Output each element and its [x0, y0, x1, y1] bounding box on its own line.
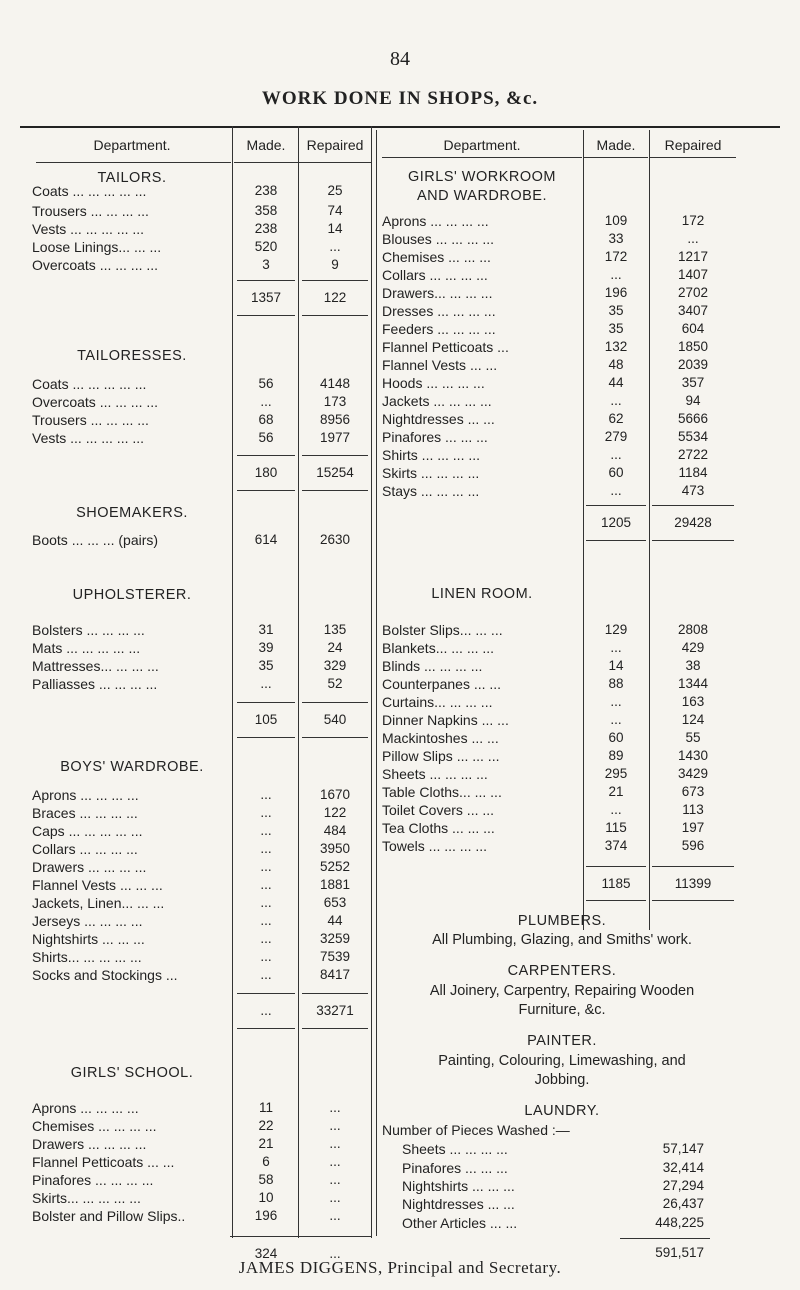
- tailors-end-rule: [237, 315, 295, 316]
- upholsterer-row-label: Palliasses ... ... ... ...: [32, 676, 158, 692]
- linen_room-row-label: Towels ... ... ... ...: [382, 838, 488, 854]
- left-made-rule: [232, 126, 233, 1238]
- boys-row-repaired: 7539: [319, 949, 351, 964]
- boys-row-repaired: 8417: [319, 967, 351, 982]
- girls_workroom-row-repaired: 5666: [677, 411, 709, 426]
- linen_room-end-rule: [586, 900, 646, 901]
- laundry-title: LAUNDRY.: [524, 1103, 600, 1119]
- linen_room-row-repaired: 2808: [677, 622, 709, 637]
- tailoresses-row-made: 56: [258, 376, 274, 391]
- girls_workroom-row-label: Drawers... ... ... ...: [382, 285, 493, 301]
- upholsterer-total-rule: [237, 702, 295, 703]
- boys-row-made: ...: [260, 949, 272, 964]
- linen_room-row-made: 129: [604, 622, 628, 637]
- tailoresses-row-repaired: 1977: [319, 430, 351, 445]
- linen_room-row-label: Toilet Covers ... ...: [382, 802, 495, 818]
- header-rule: [584, 157, 648, 158]
- girls_workroom-row-label: Dresses ... ... ... ...: [382, 303, 496, 319]
- girls_workroom-total-rule: [586, 505, 646, 506]
- tailoresses-title: TAILORESSES.: [77, 348, 187, 364]
- page-number: 84: [390, 48, 410, 70]
- upholsterer-row-repaired: 329: [323, 658, 347, 673]
- laundry-total: 591,517: [655, 1245, 704, 1260]
- boys-total-made: ...: [260, 1003, 272, 1018]
- shoemakers-row-made: 614: [254, 532, 278, 547]
- tailors-row-made: 520: [254, 239, 278, 254]
- girls_workroom-row-repaired: 604: [681, 321, 705, 336]
- girls_school-total-repaired: ...: [329, 1246, 341, 1261]
- boys-row-label: Jackets, Linen... ... ...: [32, 895, 165, 911]
- carpenters-text-2: Furniture, &c.: [518, 1002, 606, 1018]
- tailors-row-repaired: 14: [327, 221, 343, 236]
- girls_school-row-label: Chemises ... ... ... ...: [32, 1118, 157, 1134]
- boys-row-repaired: 3259: [319, 931, 351, 946]
- tailoresses-row-repaired: 173: [323, 394, 347, 409]
- tailoresses-row-label: Overcoats ... ... ... ...: [32, 394, 159, 410]
- upholsterer-row-repaired: 52: [327, 676, 343, 691]
- girls_workroom-total-repaired: 29428: [674, 515, 712, 530]
- tailors-total-made: 1357: [250, 290, 282, 305]
- plumbers-text: All Plumbing, Glazing, and Smiths' work.: [432, 932, 692, 948]
- boys-row-made: ...: [260, 787, 272, 802]
- boys-row-label: Braces ... ... ... ...: [32, 805, 138, 821]
- girls_workroom-row-label: Feeders ... ... ... ...: [382, 321, 496, 337]
- girls_school-row-repaired: ...: [329, 1154, 341, 1169]
- linen_room-row-repaired: 429: [681, 640, 705, 655]
- girls_workroom-row-repaired: 172: [681, 213, 705, 228]
- girls_workroom-row-made: 62: [608, 411, 624, 426]
- girls_school-row-label: Skirts... ... ... ... ...: [32, 1190, 141, 1206]
- footer-signature: JAMES DIGGENS, Principal and Secretary.: [238, 1258, 562, 1277]
- girls_workroom-row-repaired: 1407: [677, 267, 709, 282]
- bottom-rule: [230, 1236, 372, 1237]
- tailoresses-row-label: Trousers ... ... ... ...: [32, 412, 149, 428]
- right-department-header: Department.: [443, 137, 521, 153]
- boys-row-label: Flannel Vests ... ... ...: [32, 877, 163, 893]
- tailoresses-total-rule: [237, 455, 295, 456]
- girls_workroom-row-label: Pinafores ... ... ...: [382, 429, 488, 445]
- upholsterer-row-label: Mattresses... ... ... ...: [32, 658, 159, 674]
- header-rule: [650, 157, 736, 158]
- boys-row-label: Jerseys ... ... ... ...: [32, 913, 143, 929]
- laundry-row-value: 448,225: [655, 1215, 704, 1230]
- girls_workroom-total-made: 1205: [600, 515, 632, 530]
- laundry-row-label: Other Articles ... ...: [402, 1215, 518, 1231]
- tailors-title: TAILORS.: [97, 170, 167, 186]
- linen_room-row-made: 14: [608, 658, 624, 673]
- girls_school-row-label: Bolster and Pillow Slips..: [32, 1208, 186, 1224]
- girls_workroom-row-label: Shirts ... ... ... ...: [382, 447, 481, 463]
- linen_room-row-label: Mackintoshes ... ...: [382, 730, 499, 746]
- laundry-total-rule: [620, 1238, 710, 1239]
- girls_workroom-row-label: Stays ... ... ... ...: [382, 483, 480, 499]
- linen_room-total-made: 1185: [601, 876, 631, 891]
- upholsterer-row-repaired: 135: [323, 622, 347, 637]
- boys-row-repaired: 1670: [319, 787, 351, 802]
- girls_school-row-label: Aprons ... ... ... ...: [32, 1100, 139, 1116]
- linen_room-row-label: Counterpanes ... ...: [382, 676, 502, 692]
- boys-end-rule: [302, 1028, 368, 1029]
- boys-row-label: Collars ... ... ... ...: [32, 841, 138, 857]
- girls_workroom-end-rule: [586, 540, 646, 541]
- linen_room-row-repaired: 1430: [677, 748, 709, 763]
- laundry-intro: Number of Pieces Washed :—: [382, 1122, 570, 1138]
- left-department-header: Department.: [93, 137, 171, 153]
- tailors-row-label: Trousers ... ... ... ...: [32, 203, 149, 219]
- linen_room-row-made: ...: [610, 640, 622, 655]
- linen_room-total-rule: [652, 866, 734, 867]
- tailoresses-end-rule: [302, 490, 368, 491]
- painter-text-2: Jobbing.: [534, 1072, 590, 1088]
- girls_workroom-row-label: Flannel Vests ... ...: [382, 357, 498, 373]
- linen_room-total-repaired: 11399: [674, 876, 712, 891]
- girls_workroom-row-label: Flannel Petticoats ...: [382, 339, 509, 355]
- linen_room-title: LINEN ROOM.: [431, 586, 533, 602]
- laundry-row-value: 26,437: [662, 1196, 704, 1211]
- boys-row-repaired: 484: [323, 823, 347, 838]
- upholsterer-row-made: 39: [258, 640, 274, 655]
- girls_workroom-row-made: 33: [608, 231, 624, 246]
- boys-total-repaired: 33271: [316, 1003, 354, 1018]
- tailors-total-repaired: 122: [323, 290, 347, 305]
- girls_school-title: GIRLS' SCHOOL.: [70, 1065, 194, 1081]
- girls_workroom-total-rule: [652, 505, 734, 506]
- upholsterer-row-made: 35: [258, 658, 274, 673]
- boys-row-repaired: 3950: [319, 841, 351, 856]
- girls_workroom-row-repaired: 3407: [677, 303, 709, 318]
- tailors-row-made: 358: [254, 203, 278, 218]
- linen_room-row-made: 21: [608, 784, 624, 799]
- boys-row-repaired: 1881: [319, 877, 351, 892]
- girls_school-row-made: 58: [258, 1172, 274, 1187]
- girls_workroom-row-repaired: 94: [685, 393, 701, 408]
- linen_room-row-made: 88: [608, 676, 624, 691]
- girls_workroom-row-label: Chemises ... ... ...: [382, 249, 491, 265]
- girls_school-row-repaired: ...: [329, 1118, 341, 1133]
- boys-total-rule: [302, 993, 368, 994]
- shoemakers-title: SHOEMAKERS.: [76, 505, 188, 521]
- girls_school-row-label: Flannel Petticoats ... ...: [32, 1154, 175, 1170]
- upholsterer-row-made: 31: [258, 622, 274, 637]
- tailors-row-repaired: 25: [327, 183, 343, 198]
- laundry-row-value: 32,414: [662, 1160, 704, 1175]
- girls_workroom-row-made: 196: [604, 285, 628, 300]
- girls_workroom-row-label: Blouses ... ... ... ...: [382, 231, 495, 247]
- linen_room-row-repaired: 124: [681, 712, 705, 727]
- laundry-row-label: Nightshirts ... ... ...: [402, 1178, 515, 1194]
- header-rule: [382, 157, 582, 158]
- linen_room-row-repaired: 1344: [677, 676, 709, 691]
- girls_workroom-row-repaired: 473: [681, 483, 705, 498]
- girls_school-row-repaired: ...: [329, 1172, 341, 1187]
- girls_school-row-made: 21: [258, 1136, 274, 1151]
- page-title: WORK DONE IN SHOPS, &c.: [261, 88, 539, 109]
- linen_room-row-label: Blinds ... ... ... ...: [382, 658, 483, 674]
- upholsterer-end-rule: [237, 737, 295, 738]
- girls_workroom-row-label: Collars ... ... ... ...: [382, 267, 488, 283]
- tailors-row-made: 238: [254, 221, 278, 236]
- girls_workroom-row-made: ...: [610, 483, 622, 498]
- tailoresses-row-repaired: 8956: [319, 412, 351, 427]
- carpenters-text-1: All Joinery, Carpentry, Repairing Wooden: [429, 983, 695, 999]
- girls_school-row-made: 196: [254, 1208, 278, 1223]
- shoemakers-row-label: Boots ... ... ... (pairs): [32, 532, 159, 548]
- tailoresses-total-rule: [302, 455, 368, 456]
- boys-row-label: Drawers ... ... ... ...: [32, 859, 147, 875]
- header-rule: [36, 162, 231, 163]
- boys-row-made: ...: [260, 931, 272, 946]
- linen_room-row-repaired: 596: [681, 838, 705, 853]
- girls_workroom-row-repaired: 357: [681, 375, 705, 390]
- girls_school-row-made: 11: [258, 1100, 273, 1115]
- painter-title: PAINTER.: [527, 1033, 597, 1049]
- tailors-total-rule: [302, 280, 368, 281]
- girls_workroom-end-rule: [652, 540, 734, 541]
- laundry-row-label: Sheets ... ... ... ...: [402, 1141, 508, 1157]
- girls_school-total-made: 324: [254, 1246, 278, 1261]
- tailors-row-repaired: ...: [329, 239, 341, 254]
- right-made-header: Made.: [596, 137, 636, 153]
- girls_school-row-repaired: ...: [329, 1100, 341, 1115]
- painter-text-1: Painting, Colouring, Limewashing, and: [438, 1053, 686, 1069]
- girls_school-row-repaired: ...: [329, 1208, 341, 1223]
- girls_workroom-row-made: 172: [604, 249, 628, 264]
- girls_workroom-row-made: ...: [610, 267, 622, 282]
- left-right-divider: [376, 130, 377, 1236]
- girls_school-row-made: 6: [262, 1154, 270, 1169]
- tailoresses-row-label: Vests ... ... ... ... ...: [32, 430, 145, 446]
- tailoresses-row-made: 56: [258, 430, 274, 445]
- girls_workroom-row-repaired: 1217: [677, 249, 709, 264]
- girls_school-row-label: Drawers ... ... ... ...: [32, 1136, 147, 1152]
- girls_school-row-made: 22: [258, 1118, 274, 1133]
- boys-row-repaired: 122: [323, 805, 347, 820]
- tailoresses-end-rule: [237, 490, 295, 491]
- girls_workroom-row-repaired: 2722: [677, 447, 709, 462]
- tailors-end-rule: [302, 315, 368, 316]
- boys-row-label: Nightshirts ... ... ...: [32, 931, 145, 947]
- upholsterer-row-made: ...: [260, 676, 272, 691]
- tailors-row-label: Overcoats ... ... ... ...: [32, 257, 159, 273]
- linen_room-row-made: 374: [604, 838, 628, 853]
- girls_school-row-label: Pinafores ... ... ... ...: [32, 1172, 154, 1188]
- boys-row-repaired: 653: [323, 895, 347, 910]
- header-rule: [234, 162, 298, 163]
- tailors-row-repaired: 74: [327, 203, 343, 218]
- tailors-total-rule: [237, 280, 295, 281]
- plumbers-title: PLUMBERS.: [517, 913, 607, 929]
- boys-row-made: ...: [260, 967, 272, 982]
- linen_room-row-label: Bolster Slips... ... ...: [382, 622, 503, 638]
- left-made-header: Made.: [246, 137, 286, 153]
- tailoresses-row-repaired: 4148: [319, 376, 351, 391]
- tailoresses-total-repaired: 15254: [316, 465, 354, 480]
- linen_room-row-label: Pillow Slips ... ... ...: [382, 748, 500, 764]
- girls_workroom-row-made: 35: [608, 321, 624, 336]
- tailoresses-total-made: 180: [254, 465, 278, 480]
- linen_room-end-rule: [652, 900, 734, 901]
- upholsterer-total-repaired: 540: [323, 712, 347, 727]
- linen_room-row-repaired: 3429: [677, 766, 709, 781]
- girls_workroom-row-repaired: 1850: [677, 339, 709, 354]
- linen_room-row-made: 115: [605, 820, 627, 835]
- linen_room-row-repaired: 55: [685, 730, 701, 745]
- linen_room-row-made: ...: [610, 712, 622, 727]
- left-repaired-rule: [298, 126, 299, 1238]
- upholsterer-total-rule: [302, 702, 368, 703]
- girls_workroom-title: GIRLS' WORKROOM: [407, 169, 557, 185]
- girls_school-row-repaired: ...: [329, 1136, 341, 1151]
- top-rule: [20, 126, 780, 128]
- linen_room-row-label: Dinner Napkins ... ...: [382, 712, 509, 728]
- linen_room-row-label: Curtains... ... ... ...: [382, 694, 493, 710]
- girls_workroom-row-repaired: 2039: [677, 357, 709, 372]
- tailors-row-label: Loose Linings... ... ...: [32, 239, 162, 255]
- girls_workroom-row-repaired: 1184: [678, 465, 708, 480]
- girls_school-row-made: 10: [258, 1190, 274, 1205]
- boys-row-repaired: 44: [327, 913, 343, 928]
- laundry-row-value: 57,147: [662, 1141, 704, 1156]
- tailors-row-made: 238: [254, 183, 278, 198]
- boys-row-made: ...: [260, 805, 272, 820]
- girls_workroom-row-label: Nightdresses ... ...: [382, 411, 495, 427]
- linen_room-row-repaired: 197: [681, 820, 705, 835]
- girls_workroom-row-repaired: ...: [687, 231, 699, 246]
- boys-row-label: Shirts... ... ... ... ...: [32, 949, 142, 965]
- linen_room-row-repaired: 163: [681, 694, 705, 709]
- upholsterer-row-label: Bolsters ... ... ... ...: [32, 622, 145, 638]
- boys-row-made: ...: [260, 823, 272, 838]
- laundry-row-label: Nightdresses ... ...: [402, 1196, 515, 1212]
- tailors-row-label: Vests ... ... ... ... ...: [32, 221, 145, 237]
- boys-row-made: ...: [260, 895, 272, 910]
- girls_workroom-row-made: 48: [608, 357, 624, 372]
- upholsterer-row-repaired: 24: [327, 640, 343, 655]
- girls_workroom-row-made: ...: [610, 447, 622, 462]
- girls_workroom-row-repaired: 2702: [677, 285, 709, 300]
- linen_room-row-made: ...: [610, 802, 622, 817]
- boys-row-made: ...: [260, 913, 272, 928]
- boys-row-made: ...: [260, 859, 272, 874]
- girls_workroom-row-label: Hoods ... ... ... ...: [382, 375, 485, 391]
- girls_workroom-row-made: 279: [604, 429, 628, 444]
- boys-row-made: ...: [260, 877, 272, 892]
- girls_workroom-row-label: Jackets ... ... ... ...: [382, 393, 492, 409]
- upholsterer-total-made: 105: [254, 712, 278, 727]
- linen_room-row-made: ...: [610, 694, 622, 709]
- girls_workroom-row-made: ...: [610, 393, 622, 408]
- linen_room-row-repaired: 113: [682, 802, 704, 817]
- boys-end-rule: [237, 1028, 295, 1029]
- shoemakers-row-repaired: 2630: [319, 532, 351, 547]
- left-repaired-header: Repaired: [306, 137, 364, 153]
- upholsterer-end-rule: [302, 737, 368, 738]
- upholsterer-row-label: Mats ... ... ... ... ...: [32, 640, 141, 656]
- carpenters-title: CARPENTERS.: [507, 963, 617, 979]
- linen_room-row-label: Tea Cloths ... ... ...: [382, 820, 495, 836]
- girls_workroom-row-repaired: 5534: [677, 429, 709, 444]
- boys-row-label: Caps ... ... ... ... ...: [32, 823, 143, 839]
- girls_workroom-row-label: Skirts ... ... ... ...: [382, 465, 480, 481]
- girls_workroom-row-made: 132: [604, 339, 628, 354]
- left-right-divider: [371, 126, 372, 1238]
- boys-row-label: Aprons ... ... ... ...: [32, 787, 139, 803]
- girls_workroom-title-2: AND WARDROBE.: [416, 188, 548, 204]
- linen_room-row-made: 60: [608, 730, 624, 745]
- girls_workroom-row-made: 44: [608, 375, 624, 390]
- girls_workroom-row-made: 109: [604, 213, 628, 228]
- tailoresses-row-made: 68: [258, 412, 274, 427]
- linen_room-row-repaired: 673: [681, 784, 705, 799]
- laundry-row-label: Pinafores ... ... ...: [402, 1160, 508, 1176]
- laundry-row-value: 27,294: [662, 1178, 704, 1193]
- girls_workroom-row-made: 35: [608, 303, 624, 318]
- linen_room-row-repaired: 38: [685, 658, 701, 673]
- upholsterer-title: UPHOLSTERER.: [72, 587, 192, 603]
- linen_room-row-label: Blankets... ... ... ...: [382, 640, 495, 656]
- boys-total-rule: [237, 993, 295, 994]
- girls_workroom-row-made: 60: [608, 465, 624, 480]
- girls_school-row-repaired: ...: [329, 1190, 341, 1205]
- tailoresses-row-label: Coats ... ... ... ... ...: [32, 376, 147, 392]
- tailors-row-made: 3: [262, 257, 270, 272]
- boys-title: BOYS' WARDROBE.: [60, 759, 204, 775]
- tailors-row-label: Coats ... ... ... ... ...: [32, 183, 147, 199]
- right-repaired-header: Repaired: [664, 137, 722, 153]
- boys-row-repaired: 5252: [319, 859, 351, 874]
- linen_room-row-label: Sheets ... ... ... ...: [382, 766, 488, 782]
- boys-row-label: Socks and Stockings ...: [32, 967, 178, 983]
- boys-row-made: ...: [260, 841, 272, 856]
- tailoresses-row-made: ...: [260, 394, 272, 409]
- header-rule: [299, 162, 371, 163]
- tailors-row-repaired: 9: [331, 257, 339, 272]
- linen_room-row-made: 295: [604, 766, 628, 781]
- linen_room-row-made: 89: [608, 748, 624, 763]
- linen_room-row-label: Table Cloths... ... ...: [382, 784, 502, 800]
- girls_workroom-row-label: Aprons ... ... ... ...: [382, 213, 489, 229]
- linen_room-total-rule: [586, 866, 646, 867]
